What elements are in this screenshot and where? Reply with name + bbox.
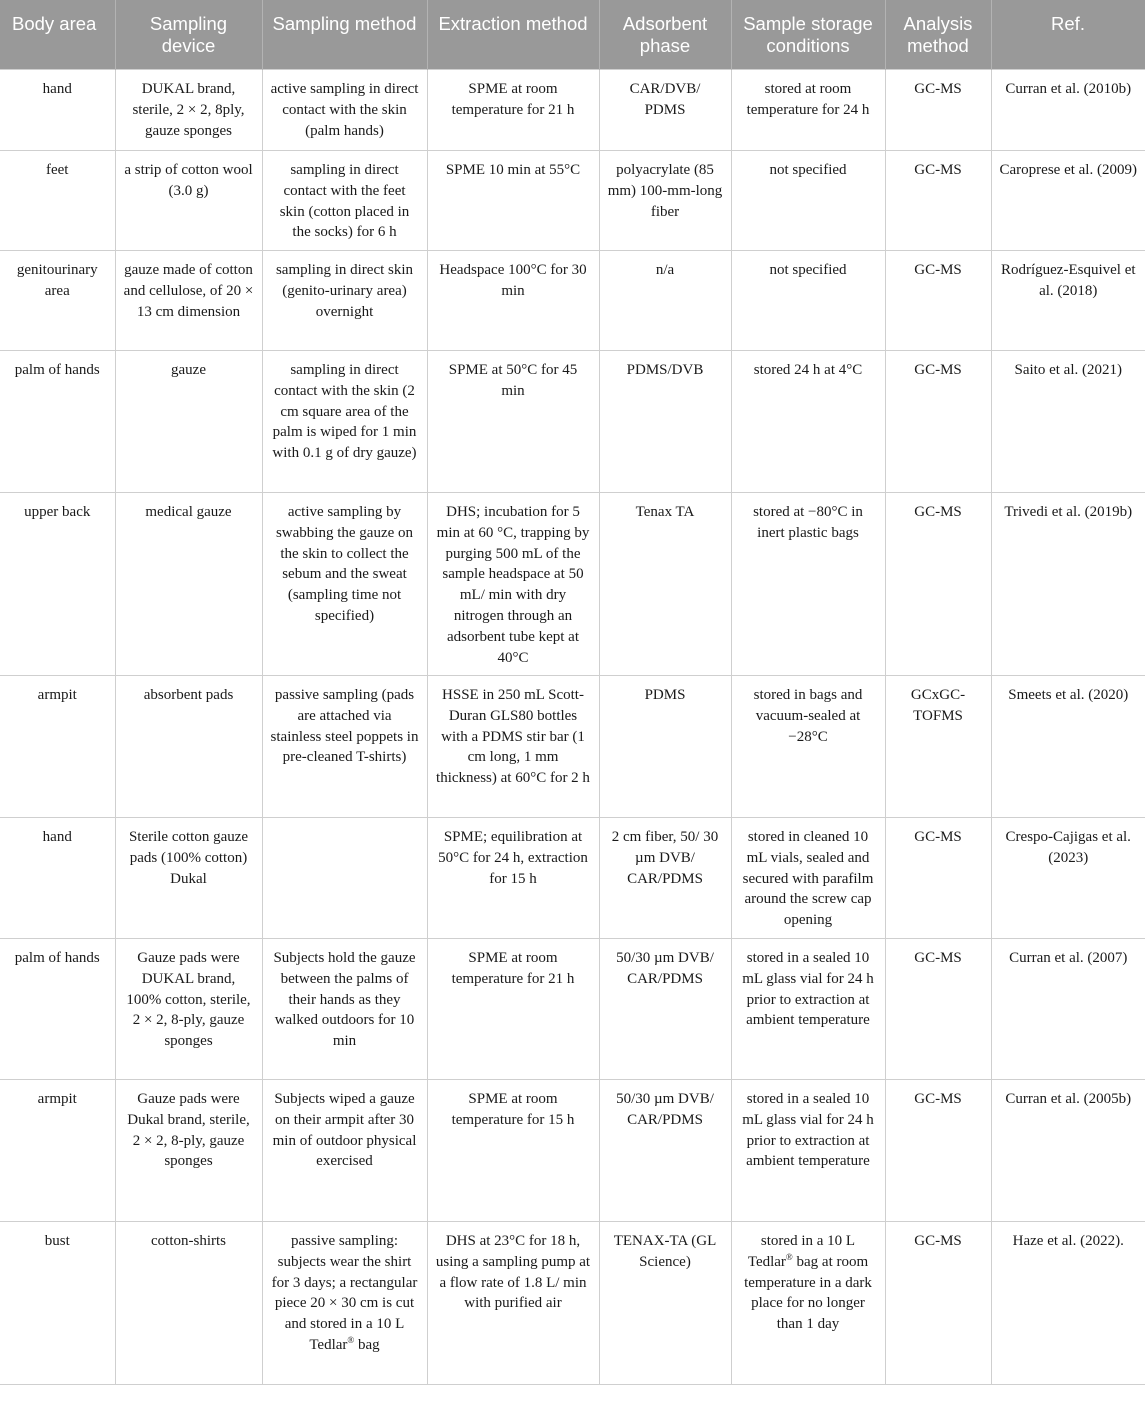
cell-adsorbent: n/a bbox=[599, 251, 731, 351]
cell-extraction: SPME at 50°C for 45 min bbox=[427, 351, 599, 493]
cell-storage: not specified bbox=[731, 251, 885, 351]
cell-ref: Rodríguez-Esquivel et al. (2018) bbox=[991, 251, 1145, 351]
cell-ref: Smeets et al. (2020) bbox=[991, 676, 1145, 818]
cell-ref: Saito et al. (2021) bbox=[991, 351, 1145, 493]
cell-extraction: Headspace 100°C for 30 min bbox=[427, 251, 599, 351]
cell-adsorbent: 2 cm fiber, 50/ 30 µm DVB/ CAR/PDMS bbox=[599, 818, 731, 939]
cell-storage: stored in bags and vacuum-sealed at −28°C bbox=[731, 676, 885, 818]
cell-device: DUKAL brand, sterile, 2 × 2, 8ply, gauze sponges bbox=[115, 70, 262, 151]
cell-ref: Curran et al. (2010b) bbox=[991, 70, 1145, 151]
cell-method: sampling in direct contact with the skin (2 cm square area of the palm is wiped for 1 min with 0.1 g of dry gauze) bbox=[262, 351, 427, 493]
cell-storage: stored in a 10 L Tedlar® bag at room temperature in a dark place for no longer than 1 day bbox=[731, 1222, 885, 1385]
cell-ref: Caroprese et al. (2009) bbox=[991, 151, 1145, 251]
cell-device: cotton-shirts bbox=[115, 1222, 262, 1385]
cell-adsorbent: polyacrylate (85 mm) 100-mm-long fiber bbox=[599, 151, 731, 251]
cell-body-area: feet bbox=[0, 151, 115, 251]
cell-storage: stored in cleaned 10 mL vials, sealed and secured with parafilm around the screw cap opening bbox=[731, 818, 885, 939]
cell-device: gauze made of cotton and cellulose, of 20 × 13 cm dimension bbox=[115, 251, 262, 351]
cell-adsorbent: PDMS/DVB bbox=[599, 351, 731, 493]
cell-extraction: SPME 10 min at 55°C bbox=[427, 151, 599, 251]
cell-extraction: DHS; incubation for 5 min at 60 °C, trapping by purging 500 mL of the sample headspace at 50 mL/ min with dry nitrogen through an adsorbent tube kept at 40°C bbox=[427, 493, 599, 676]
cell-device: Gauze pads were Dukal brand, sterile, 2 × 2, 8-ply, gauze sponges bbox=[115, 1080, 262, 1222]
cell-storage: stored at −80°C in inert plastic bags bbox=[731, 493, 885, 676]
cell-device: medical gauze bbox=[115, 493, 262, 676]
cell-storage: stored 24 h at 4°C bbox=[731, 351, 885, 493]
cell-storage: stored in a sealed 10 mL glass vial for 24 h prior to extraction at ambient temperature bbox=[731, 939, 885, 1080]
table-row bbox=[0, 1080, 1145, 1222]
cell-body-area: armpit bbox=[0, 1080, 115, 1222]
cell-analysis: GC-MS bbox=[885, 1080, 991, 1222]
cell-method: Subjects wiped a gauze on their armpit after 30 min of outdoor physical exercised bbox=[262, 1080, 427, 1222]
table-row bbox=[0, 818, 1145, 939]
header-sampling-device: Sampling device bbox=[115, 0, 262, 70]
cell-method: Subjects hold the gauze between the palms of their hands as they walked outdoors for 10 min bbox=[262, 939, 427, 1080]
cell-extraction: SPME at room temperature for 21 h bbox=[427, 70, 599, 151]
cell-device: Sterile cotton gauze pads (100% cotton) Dukal bbox=[115, 818, 262, 939]
cell-extraction: SPME; equilibration at 50°C for 24 h, extraction for 15 h bbox=[427, 818, 599, 939]
table-row bbox=[0, 939, 1145, 1080]
cell-analysis: GC-MS bbox=[885, 818, 991, 939]
cell-method: sampling in direct contact with the feet skin (cotton placed in the socks) for 6 h bbox=[262, 151, 427, 251]
cell-body-area: hand bbox=[0, 818, 115, 939]
cell-body-area: armpit bbox=[0, 676, 115, 818]
cell-ref: Curran et al. (2007) bbox=[991, 939, 1145, 1080]
table-body bbox=[0, 70, 1145, 1385]
cell-body-area: hand bbox=[0, 70, 115, 151]
cell-device: gauze bbox=[115, 351, 262, 493]
cell-storage: not specified bbox=[731, 151, 885, 251]
cell-body-area: palm of hands bbox=[0, 351, 115, 493]
cell-extraction: DHS at 23°C for 18 h, using a sampling pump at a flow rate of 1.8 L/ min with purified air bbox=[427, 1222, 599, 1385]
cell-body-area: palm of hands bbox=[0, 939, 115, 1080]
cell-body-area: genitourinary area bbox=[0, 251, 115, 351]
cell-analysis: GCxGC-TOFMS bbox=[885, 676, 991, 818]
table-row bbox=[0, 251, 1145, 351]
cell-ref: Crespo-Cajigas et al. (2023) bbox=[991, 818, 1145, 939]
table-row bbox=[0, 151, 1145, 251]
header-analysis-method: Analysis method bbox=[885, 0, 991, 70]
cell-method: sampling in direct skin (genito-urinary area) overnight bbox=[262, 251, 427, 351]
cell-adsorbent: PDMS bbox=[599, 676, 731, 818]
cell-adsorbent: Tenax TA bbox=[599, 493, 731, 676]
table-row bbox=[0, 351, 1145, 493]
cell-method: active sampling by swabbing the gauze on the skin to collect the sebum and the sweat (sampling time not specified) bbox=[262, 493, 427, 676]
header-row bbox=[0, 0, 1145, 70]
cell-analysis: GC-MS bbox=[885, 70, 991, 151]
cell-ref: Curran et al. (2005b) bbox=[991, 1080, 1145, 1222]
cell-analysis: GC-MS bbox=[885, 151, 991, 251]
cell-analysis: GC-MS bbox=[885, 351, 991, 493]
cell-device: Gauze pads were DUKAL brand, 100% cotton, sterile, 2 × 2, 8-ply, gauze sponges bbox=[115, 939, 262, 1080]
table-row bbox=[0, 70, 1145, 151]
cell-method bbox=[262, 818, 427, 939]
cell-adsorbent: TENAX-TA (GL Science) bbox=[599, 1222, 731, 1385]
cell-device: absorbent pads bbox=[115, 676, 262, 818]
cell-extraction: HSSE in 250 mL Scott-Duran GLS80 bottles with a PDMS stir bar (1 cm long, 1 mm thickness) at 60°C for 2 h bbox=[427, 676, 599, 818]
cell-body-area: upper back bbox=[0, 493, 115, 676]
cell-ref: Haze et al. (2022). bbox=[991, 1222, 1145, 1385]
cell-adsorbent: 50/30 µm DVB/ CAR/PDMS bbox=[599, 1080, 731, 1222]
header-adsorbent-phase: Adsorbent phase bbox=[599, 0, 731, 70]
table-row bbox=[0, 676, 1145, 818]
cell-body-area: bust bbox=[0, 1222, 115, 1385]
header-ref: Ref. bbox=[991, 0, 1145, 70]
header-body-area: Body area bbox=[0, 0, 115, 70]
cell-adsorbent: 50/30 µm DVB/ CAR/PDMS bbox=[599, 939, 731, 1080]
cell-extraction: SPME at room temperature for 15 h bbox=[427, 1080, 599, 1222]
cell-analysis: GC-MS bbox=[885, 251, 991, 351]
cell-device: a strip of cotton wool (3.0 g) bbox=[115, 151, 262, 251]
table-row bbox=[0, 493, 1145, 676]
cell-storage: stored at room temperature for 24 h bbox=[731, 70, 885, 151]
cell-method: passive sampling (pads are attached via stainless steel poppets in pre-cleaned T-shirts) bbox=[262, 676, 427, 818]
table-row bbox=[0, 1222, 1145, 1385]
cell-analysis: GC-MS bbox=[885, 493, 991, 676]
cell-method: passive sampling: subjects wear the shirt for 3 days; a rectangular piece 20 × 30 cm is cut and stored in a 10 L Tedlar® bag bbox=[262, 1222, 427, 1385]
cell-analysis: GC-MS bbox=[885, 939, 991, 1080]
cell-adsorbent: CAR/DVB/ PDMS bbox=[599, 70, 731, 151]
cell-analysis: GC-MS bbox=[885, 1222, 991, 1385]
header-sampling-method: Sampling method bbox=[262, 0, 427, 70]
header-extraction-method: Extraction method bbox=[427, 0, 599, 70]
cell-ref: Trivedi et al. (2019b) bbox=[991, 493, 1145, 676]
cell-extraction: SPME at room temperature for 21 h bbox=[427, 939, 599, 1080]
header-storage-conditions: Sample storage conditions bbox=[731, 0, 885, 70]
table-header bbox=[0, 0, 1145, 70]
cell-method: active sampling in direct contact with the skin (palm hands) bbox=[262, 70, 427, 151]
cell-storage: stored in a sealed 10 mL glass vial for 24 h prior to extraction at ambient temperature bbox=[731, 1080, 885, 1222]
